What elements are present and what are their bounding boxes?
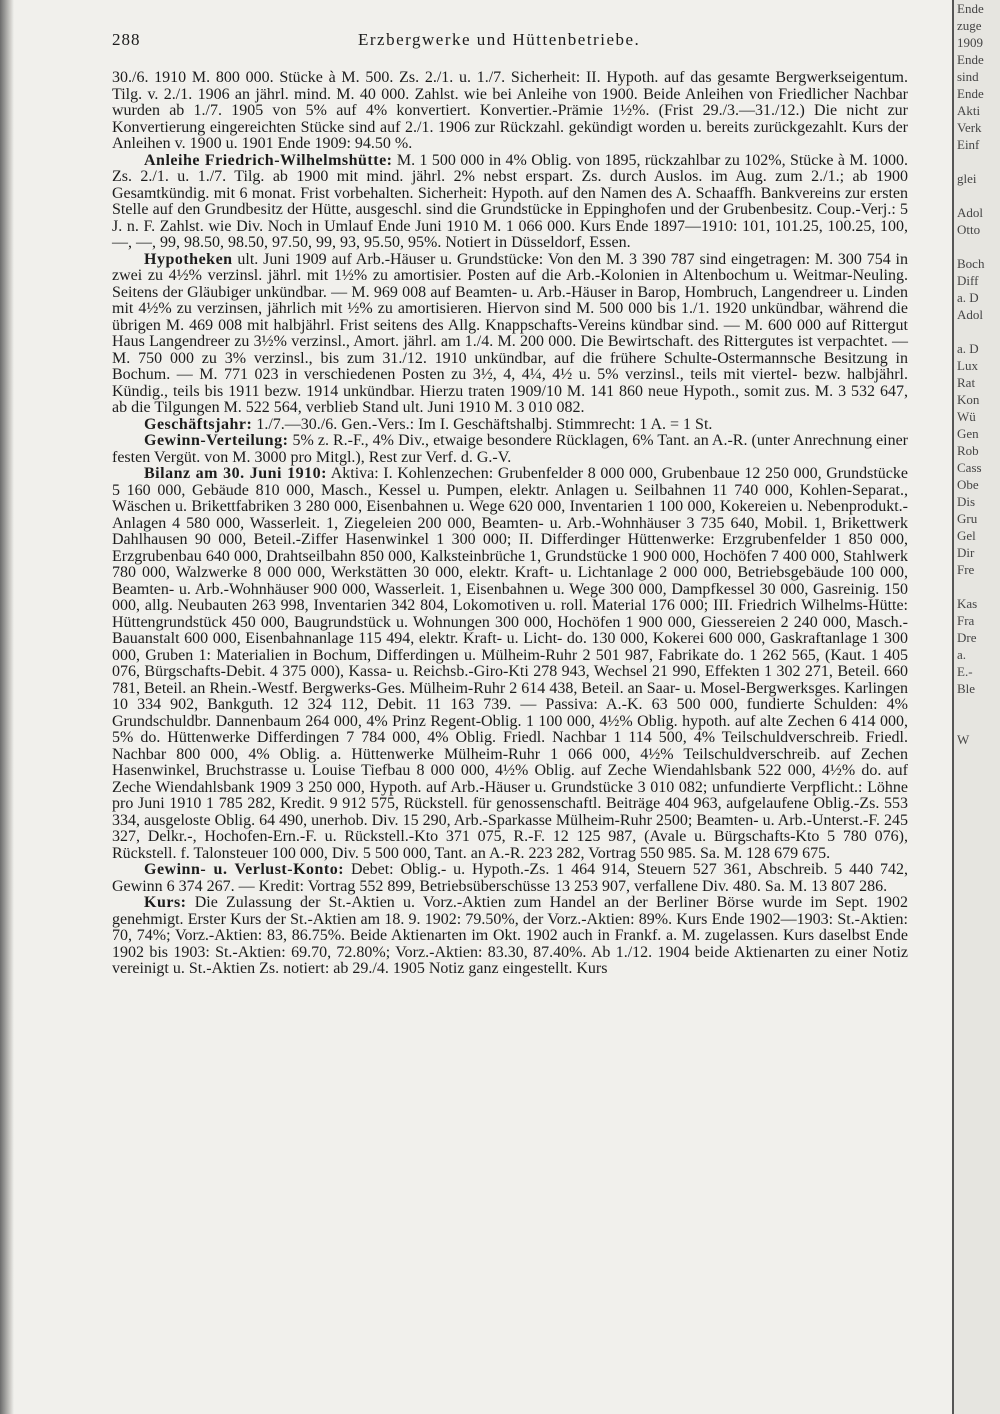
- adjacent-page-fragment: sind: [957, 69, 979, 84]
- adjacent-page-fragment: [954, 765, 1000, 782]
- adjacent-page-fragment: [954, 850, 1000, 867]
- adjacent-page-fragment: [954, 1071, 1000, 1088]
- binding-shadow: [0, 0, 14, 1414]
- adjacent-page-fragment: [954, 935, 1000, 952]
- adjacent-page-fragment: [954, 901, 1000, 918]
- adjacent-page-fragment: [954, 1258, 1000, 1275]
- paragraph-text: 30./6. 1910 M. 800 000. Stücke à M. 500. Zs. 2./1. u. 1./7. Sicherheit: II. Hypoth. auf das gesamte Bergwerkseigentum. Tilg. v. 2./1. 1906 an jährl. mind. M. 40 000. Zahlst. wie bei Anleihe von 1900. Beide Anleihen von Friedlicher Nachbar wurden ab 1./7. 1905 von 5% auf 4% konvertiert. Konvertier.-Prämie 1½%. (Frist 29./3.—31./12.) Die nicht zur Konvertierung eingereichten Stücke sind auf 2./1. 1906 zur Rückzahl. gekündigt worden u. bereits zurückgezahlt. Kurs der Anleihen v. 1900 u. 1901 Ende 1909: 94.50 %.: [112, 69, 908, 152]
- adjacent-page-fragment: Boch: [957, 256, 985, 271]
- adjacent-page-fragment: zuge: [957, 18, 982, 33]
- adjacent-page-fragment: [954, 1054, 1000, 1071]
- adjacent-page-fragment: [954, 969, 1000, 986]
- adjacent-page-fragment: [954, 1020, 1000, 1037]
- adjacent-page-fragment: Akti: [957, 103, 981, 118]
- adjacent-page-fragment: Lux: [957, 358, 978, 373]
- adjacent-page-fragment: [954, 1156, 1000, 1173]
- adjacent-page-fragment: Fra: [957, 613, 975, 628]
- paragraph-text: ult. Juni 1909 auf Arb.-Häuser u. Grundstücke: Von den M. 3 390 787 sind eingetragen: M. 300 754 in zwei zu 4½% verzinsl. jährl. mit 1½% zu amortisier. Posten auf die Arb.-Kolonien in Altenbochum u. Weitmar-Neuling. Seitens der Gläubiger unkündbar. — M. 969 008 auf Beamten- u. Arb.-Häuser in Barop, Hombruch, Langendreer u. Linden mit 4½% zu verzinsen, jährlich mit ½% zu amortisieren. Hiervon sind M. 500 000 bis 1./1. 1920 unkündbar, während die übrigen M. 469 008 mit halbjährl. Frist seitens des Allg. Knappschafts-Vereins kündbar sind. — M. 600 000 auf Rittergut Haus Langendreer zu 3½% verzinsl., Amort. jährl. am 1./4. M. 200 000. Die Bewirtschaft. des Rittergutes ist verpachtet. — M. 750 000 zu 3% verzinsl., bis zum 31./12. 1910 unkündbar, auf die frühere Schulte-Ostermannsche Besitzung in Bochum. — M. 771 023 in verschiedenen Posten zu 3½, 4, 4¼, 4½ u. 5% verzinsl., teils mit viertel- bezw. halbjährl. Kündig., teils bis 1911 bezw. 1914 unkündbar. Hierzu traten 1909/10 M. 141 860 neue Hypoth., somit zus. M. 3 532 647, ab die Tilgungen M. 522 564, verblieb Stand ult. Juni 1910 M. 3 010 082.: [112, 250, 909, 416]
- adjacent-page-fragment: Ende: [957, 1, 984, 16]
- adjacent-page-fragment: Gen: [957, 426, 979, 441]
- adjacent-page-fragment: [954, 1139, 1000, 1156]
- adjacent-page-fragment: 1909: [957, 35, 983, 50]
- adjacent-page-fragment: [954, 952, 1000, 969]
- adjacent-page-fragment: Verk: [957, 120, 982, 135]
- adjacent-page-fragment: [954, 918, 1000, 935]
- adjacent-page-fragment: Adol: [957, 205, 983, 220]
- adjacent-page-fragment: Cass: [957, 460, 982, 475]
- section-heading: Anleihe Friedrich-Wilhelmshütte:: [144, 151, 393, 169]
- section-heading: Geschäftsjahr:: [144, 415, 253, 433]
- adjacent-page-fragment: [954, 578, 1000, 595]
- adjacent-page-fragment: [954, 697, 1000, 714]
- adjacent-page-fragment: Adol: [957, 307, 983, 322]
- adjacent-page-fragment: [954, 187, 1000, 204]
- adjacent-page-fragment: Kon: [957, 392, 980, 407]
- adjacent-page-fragment: [954, 1088, 1000, 1105]
- adjacent-page-fragment: Kas: [957, 596, 978, 611]
- page-number: 288: [112, 30, 141, 49]
- paragraph-kurs: [112, 895, 908, 978]
- adjacent-page-fragment: Rob: [957, 443, 979, 458]
- adjacent-page-fragment: [954, 986, 1000, 1003]
- paragraph-text: Debet: Oblig.- u. Hypoth.-Zs. 1 464 914, Steuern 527 361, Abschreib. 5 440 742, Gewinn 6 374 267. — Kredit: Vortrag 552 899, Betriebsüberschüsse 13 253 907, verfallene Div. 480. Sa. M. 13 807 286.: [112, 861, 909, 895]
- section-heading: Gewinn- u. Verlust-Konto:: [144, 861, 345, 878]
- body-text: [112, 70, 908, 1405]
- paragraph-hypotheken: [112, 252, 908, 417]
- adjacent-page-fragment: [954, 1037, 1000, 1054]
- adjacent-page-fragment: [954, 1122, 1000, 1139]
- adjacent-page-fragment: [954, 1207, 1000, 1224]
- adjacent-page-fragment: [954, 867, 1000, 884]
- adjacent-page-fragment: [954, 1003, 1000, 1020]
- paragraph-anleihe-friedrich-wilhelmshuette: [112, 153, 908, 252]
- adjacent-page-fragment: Fre: [957, 562, 975, 577]
- adjacent-page-fragment: [954, 1241, 1000, 1258]
- page-header: [112, 30, 912, 56]
- adjacent-page-fragment: W: [957, 732, 970, 747]
- adjacent-page-fragment: [954, 833, 1000, 850]
- adjacent-page-fragment: [954, 323, 1000, 340]
- paragraph-anleihe-continuation: [112, 70, 908, 153]
- adjacent-page-fragment: [954, 1105, 1000, 1122]
- adjacent-page-fragment: Rat: [957, 375, 976, 390]
- adjacent-page-fragment: Wü: [957, 409, 976, 424]
- paragraph-text: M. 1 500 000 in 4% Oblig. von 1895, rückzahlbar zu 102%, Stücke à M. 1000. Zs. 2./1. u. 1./7. Tilg. ab 1900 mit mind. jährl. 2% nebst erspart. Zs. durch Auslos. im Aug. zum 2./1.; ab 1900 Gesamtkündig. mit 6 monat. Frist vorbehalten. Sicherheit: Hypoth. auf den Namen des A. Schaaffh. Bankvereins zur ersten Stelle auf den Grundbesitz der Hütte, ausgeschl. sind die Grundstücke in Eppinghofen und der Grubenbesitz. Coup.-Verj.: 5 J. n. F. Zahlst. wie Div. Noch in Umlauf Ende Juni 1910 M. 1 066 000. Kurs Ende 1897—1910: 101, 101.25, 100.25, 100, —, —, 99, 98.50, 98.50, 97.50, 99, 93, 95.50, 95%. Notiert in Düsseldorf, Essen.: [112, 151, 908, 251]
- adjacent-page-fragment: Obe: [957, 477, 979, 492]
- adjacent-page-fragment: [954, 782, 1000, 799]
- adjacent-page-fragment: [954, 816, 1000, 833]
- paragraph-text: 1./7.—30./6. Gen.-Vers.: Im I. Geschäftshalbj. Stimmrecht: 1 A. = 1 St.: [256, 415, 713, 433]
- adjacent-page-fragment: [954, 1309, 1000, 1326]
- paragraph-text: Aktiva: I. Kohlenzechen: Grubenfelder 8 000 000, Grubenbaue 12 250 000, Grundstücke 5 160 000, Gebäude 810 000, Masch., Kessel u. Pumpen, elektr. Anlagen u. Seilbahnen 11 740 000, Kohlen-Separat., Wäschen u. Brikettfabriken 3 280 000, Eisenbahnen u. Wege 620 000, Inventarien 1 100 000, Kokereien u. Nebenprodukt.-Anlagen 4 580 000, Wasserleit. 1, Ziegeleien 200 000, Beamten- u. Arb.-Wohnhäuser 3 735 640, Mobil. 1, Brikettwerk Dahlhausen 90 000, Beteil.-Ziffer Hasenwinkel 1 300 000; II. Differdinger Hüttenwerke: Erzgrubenfelder 1 850 000, Erzgrubenbau 640 000, Drahtseilbahn 850 000, Kalksteinbrüche 1, Grundstücke 1 900 000, Hochöfen 7 400 000, Stahlwerk 780 000, Walzwerke 8 000 000, Werkstätten 30 000, elektr. Kraft- u. Lichtanlage 2 000 000, Betriebsgebäude 100 000, Beamten- u. Arb.-Wohnhäuser 900 000, Wasserleit. 1, Eisenbahnen u. Wege 300 000, Dampfkessel 30 000, Gasreinig. 150 000, allg. Neubauten 263 998, Inventarien 342 804, Lokomotiven u. roll. Material 176 000; III. Friedrich Wilhelms-Hütte: Hüttengrundstück 450 000, Baugrundstück u. Wohnungen 300 000, Hochöfen 1 900 000, Giessereien 2 240 000, Masch.-Bauanstalt 600 000, Eisenbahnanlage 115 494, elektr. Kraft- u. Licht- do. 130 000, Kokerei 600 000, Gaskraftanlage 1 300 000, Gruben 1: Materialien in Bochum, Differdingen u. Mülheim-Ruhr 2 501 987, Fabrikate do. 1 262 565, (Kaut. 1 405 076, Bürgschafts-Debit. 4 375 000), Kassa- u. Reichsb.-Giro-Kti 278 943, Wechsel 21 990, Effekten 1 302 271, Beteil. 660 781, Beteil. an Rhein.-Westf. Bergwerks-Ges. Mülheim-Ruhr 2 614 438, Beteil. an Saar- u. Mosel-Bergwerksges. Karlingen 10 334 902, Bankguth. 12 324 112, Debit. 11 163 739. — Passiva: A.-K. 63 500 000, fundierte Schulden: 4% Grundschuldbr. Dannenbaum 264 000, 4% Prinz Regent-Oblig. 1 100 000, 4½% Oblig. hypoth. auf alte Zechen 6 414 000, 5% do. Hüttenwerke Differdingen 7 784 000, 4% Oblig. Friedl. Nachbar 1 114 500, 4% Teilschuldverschreib. Friedl. Nachbar 800 000, 4% Oblig. a. Hüttenwerke Mülheim-Ruhr 1 066 000, 4½% Teilschuldverschreib. auf Zechen Hasenwinkel, Bruchstrasse u. Louise Tiefbau 8 000 000, 4½% Oblig. auf Zeche Wiendahlsbank 522 000, 4½% do. auf Zeche Wiendahlsbank 1909 3 250 000, Hypoth. auf Arb.-Häuser u. Grundstücke 3 010 082; unfundierte Verpflicht.: Löhne pro Juni 1910 1 785 282, Kredit. 9 912 575, Rückstell. für genossenschaftl. Beiträge 404 963, aufgelaufene Oblig.-Zs. 553 334, ausgeloste Oblig. 64 490, unerhob. Div. 15 290, Arb.-Sparkasse Mülheim-Ruhr 2500; Beamten- u. Arb.-Unterst.-F. 245 327, Delkr.-, Hochofen-Ern.-F. u. Rückstell.-Kto 371 075, R.-F. 12 125 987, (Avale u. Bürgschafts-Kto 5 780 076), Rückstell. f. Talonsteuer 100 000, Div. 5 500 000, Tant. an A.-R. 223 282, Vortrag 550 985. Sa. M. 128 679 675.: [112, 465, 908, 862]
- adjacent-page-fragment: [954, 1275, 1000, 1292]
- adjacent-page-fragment: a.: [957, 647, 967, 662]
- section-heading: Kurs:: [144, 894, 187, 911]
- adjacent-page-fragment: [954, 1173, 1000, 1190]
- adjacent-page-fragment: Otto: [957, 222, 981, 237]
- adjacent-page-fragment: [954, 748, 1000, 765]
- adjacent-page-fragment: [954, 1224, 1000, 1241]
- adjacent-page-fragment: [954, 153, 1000, 170]
- adjacent-page-fragment: a. D: [957, 341, 979, 356]
- adjacent-page-fragment: Einf: [957, 137, 980, 152]
- adjacent-page-fragment: Dir: [957, 545, 975, 560]
- adjacent-page-strip: [952, 0, 1000, 1414]
- paragraph-text: 5% z. R.-F., 4% Div., etwaige besondere Rücklagen, 6% Tant. an A.-R. (unter Anrechnung einer festen Vergüt. von M. 3000 pro Mitgl.), Rest zur Verf. d. G.-V.: [112, 432, 909, 466]
- paragraph-gewinn-verteilung: [112, 433, 908, 466]
- section-heading: Hypotheken: [144, 250, 233, 268]
- adjacent-page-fragment: Gel: [957, 528, 976, 543]
- section-heading: Bilanz am 30. Juni 1910:: [144, 465, 327, 482]
- adjacent-page-fragment: Diff: [957, 273, 979, 288]
- paragraph-geschaeftsjahr: [112, 417, 908, 434]
- adjacent-page-fragment: Dis: [957, 494, 976, 509]
- adjacent-page-fragment: a. D: [957, 290, 979, 305]
- adjacent-page-fragment: Gru: [957, 511, 978, 526]
- adjacent-page-fragment: [954, 1190, 1000, 1207]
- paragraph-gewinn-verlust-konto: [112, 862, 908, 895]
- adjacent-page-fragment: [954, 1292, 1000, 1309]
- section-heading: Gewinn-Verteilung:: [144, 432, 289, 449]
- adjacent-page-fragment: [954, 799, 1000, 816]
- adjacent-page-fragment: [954, 714, 1000, 731]
- running-title: Erzbergwerke und Hüttenbetriebe.: [358, 30, 641, 49]
- paragraph-bilanz: [112, 466, 908, 862]
- adjacent-page-fragment: Ende: [957, 52, 984, 67]
- adjacent-page-fragment: Ende: [957, 86, 984, 101]
- adjacent-page-fragment: Ble: [957, 681, 976, 696]
- adjacent-page-fragment: [954, 238, 1000, 255]
- adjacent-page-fragment: Dre: [957, 630, 977, 645]
- adjacent-page-fragment: [954, 884, 1000, 901]
- adjacent-page-fragment: E.-: [957, 664, 973, 679]
- adjacent-page-fragment: glei: [957, 171, 977, 186]
- paragraph-text: Die Zulassung der St.-Aktien u. Vorz.-Aktien zum Handel an der Berliner Börse wurde im Sept. 1902 genehmigt. Erster Kurs der St.-Aktien am 18. 9. 1902: 79.50%, der Vorz.-Aktien: 89%. Kurs Ende 1902—1903: St.-Aktien: 70, 74%; Vorz.-Aktien: 83, 86.75%. Beide Aktienarten im Okt. 1902 auch in Frankf. a. M. zugelassen. Kurs daselbst Ende 1902 bis 1903: St.-Aktien: 69.70, 72.80%; Vorz.-Aktien: 83.30, 87.40%. Ab 1./12. 1904 beide Aktienarten zu einer Notiz vereinigt u. St.-Aktien Zs. notiert: ab 29./4. 1905 Notiz ganz eingestellt. Kurs: [112, 894, 909, 977]
